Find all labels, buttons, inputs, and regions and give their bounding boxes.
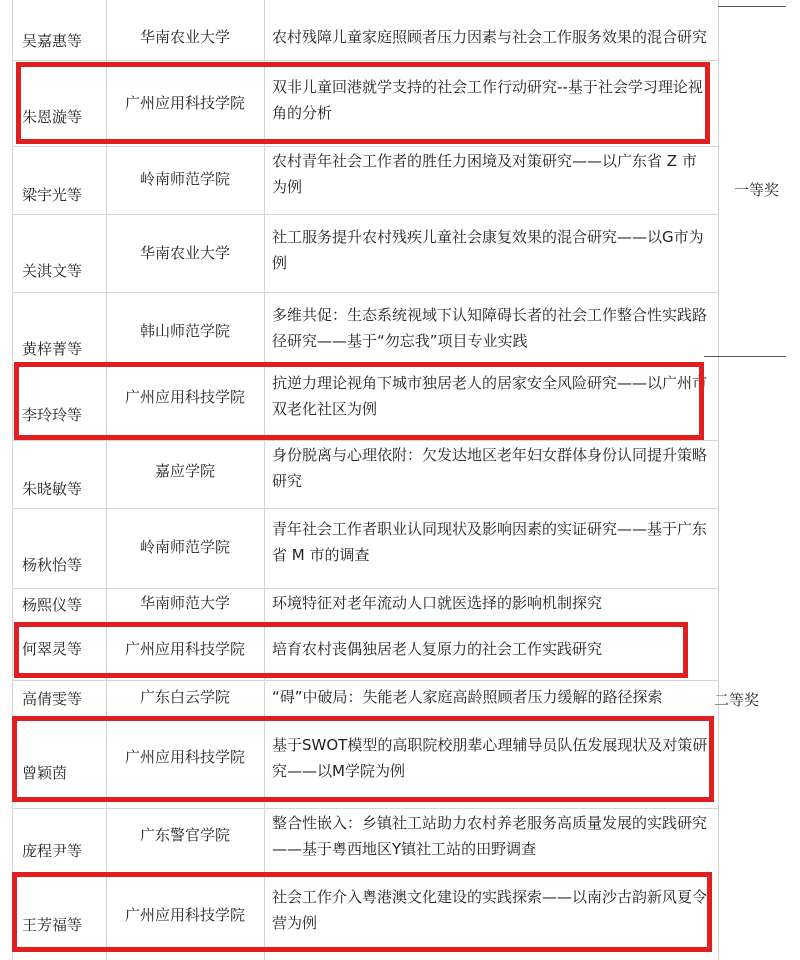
table-row xyxy=(0,684,718,714)
grid-line xyxy=(12,680,718,681)
author-name: 朱恩漩等 xyxy=(22,108,83,126)
author-name: 何翠灵等 xyxy=(22,640,83,658)
project-title: 环境特征对老年流动人口就医选择的影响机制探究 xyxy=(272,594,603,612)
project-title: 双非儿童回港就学支持的社会工作行动研究--基于社会学习理论视角的分析 xyxy=(272,78,703,122)
highlight-box xyxy=(12,872,712,952)
author-name: 朱晓敏等 xyxy=(22,480,83,498)
school-name: 广州应用科技学院 xyxy=(124,748,245,766)
project-title: “碍”中破局：失能老人家庭高龄照顾者压力缓解的路径探索 xyxy=(272,688,663,706)
school-name: 岭南师范学院 xyxy=(139,538,230,556)
award-second-label: 二等奖 xyxy=(714,691,760,709)
highlight-box xyxy=(14,362,704,440)
school-name: 华南农业大学 xyxy=(139,244,230,262)
school-name: 韩山师范学院 xyxy=(139,322,230,340)
author-name: 杨熙仪等 xyxy=(22,596,83,614)
author-name: 梁宇光等 xyxy=(22,186,83,204)
author-name: 李玲玲等 xyxy=(22,406,83,424)
highlight-box xyxy=(14,622,688,678)
highlight-box xyxy=(12,716,714,802)
project-title: 农村残障儿童家庭照顾者压力因素与社会工作服务效果的混合研究 xyxy=(272,28,708,46)
grid-line xyxy=(12,60,718,61)
author-name: 吴嘉惠等 xyxy=(22,32,83,50)
project-title: 多维共促：生态系统视域下认知障碍长者的社会工作整合性实践路径研究——基于“勿忘我”项目专业实践 xyxy=(272,306,708,350)
school-name: 广州应用科技学院 xyxy=(124,388,245,406)
author-name: 王芳福等 xyxy=(22,916,83,934)
school-name: 华南农业大学 xyxy=(139,28,230,46)
author-name: 庞程尹等 xyxy=(22,842,83,860)
author-name: 杨秋怡等 xyxy=(22,556,83,574)
table-row xyxy=(0,590,718,620)
highlight-box xyxy=(16,62,710,144)
author-name: 高倩雯等 xyxy=(22,690,83,708)
table-row xyxy=(0,22,718,60)
school-name: 岭南师范学院 xyxy=(139,170,230,188)
school-name: 广东白云学院 xyxy=(139,688,230,706)
author-name: 关淇文等 xyxy=(22,262,83,280)
project-title: 青年社会工作者职业认同现状及影响因素的实证研究——基于广东省 M 市的调查 xyxy=(272,520,708,564)
grid-line xyxy=(718,0,719,960)
table-row xyxy=(0,808,718,870)
award-first-label: 一等奖 xyxy=(734,181,780,199)
project-title: 整合性嵌入：乡镇社工站助力农村养老服务高质量发展的实践研究——基于粤西地区Y镇社工站的田野调查 xyxy=(272,814,708,858)
school-name: 广东警官学院 xyxy=(139,826,230,844)
school-name: 广州应用科技学院 xyxy=(124,906,245,924)
author-name: 黄梓菁等 xyxy=(22,340,83,358)
table-row xyxy=(0,508,718,588)
project-title: 抗逆力理论视角下城市独居老人的居家安全风险研究——以广州市双老化社区为例 xyxy=(272,374,708,418)
table-row xyxy=(0,440,718,508)
school-name: 华南师范大学 xyxy=(139,594,230,612)
project-title: 培育农村丧偶独居老人复原力的社会工作实践研究 xyxy=(272,640,603,658)
table-row xyxy=(0,292,718,362)
award-separator xyxy=(718,6,786,7)
author-name: 曾颖茵 xyxy=(22,764,68,782)
project-title: 身份脱离与心理依附：欠发达地区老年妇女群体身份认同提升策略研究 xyxy=(272,446,708,490)
project-title: 社工服务提升农村残疾儿童社会康复效果的混合研究——以G市为例 xyxy=(272,228,704,272)
project-title: 社会工作介入粤港澳文化建设的实践探索——以南沙古韵新风夏令营为例 xyxy=(272,888,708,932)
table-row xyxy=(0,146,718,214)
school-name: 广州应用科技学院 xyxy=(124,94,245,112)
school-name: 广州应用科技学院 xyxy=(124,640,245,658)
project-title: 基于SWOT模型的高职院校朋辈心理辅导员队伍发展现状及对策研究——以M学院为例 xyxy=(272,736,708,780)
grid-line xyxy=(12,588,718,589)
table-row xyxy=(0,214,718,292)
school-name: 嘉应学院 xyxy=(154,462,215,480)
project-title: 农村青年社会工作者的胜任力困境及对策研究——以广东省 Z 市为例 xyxy=(272,152,697,196)
